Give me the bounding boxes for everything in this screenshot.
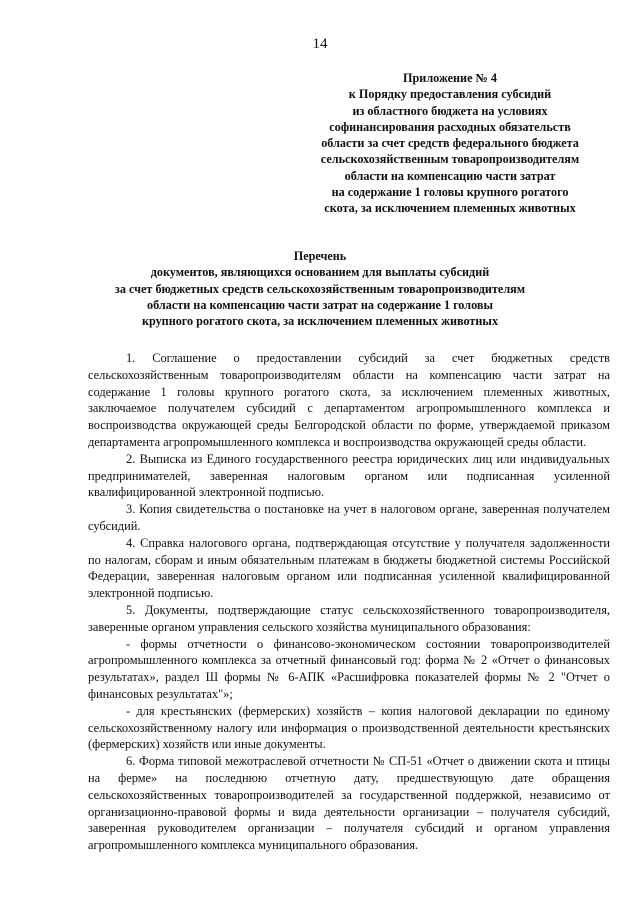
appendix-line: скота, за исключением племенных животных	[324, 201, 576, 216]
title-line: области на компенсацию части затрат на содержание 1 головы	[147, 297, 493, 312]
appendix-header	[300, 70, 600, 217]
appendix-line: сельскохозяйственным товаропроизводителям	[320, 152, 580, 167]
title-line: крупного рогатого скота, за исключением племенных животных	[141, 314, 499, 329]
paragraph-item-2: 2. Выписка из Единого государственного реестра юридических лиц или индивидуальных предпринимателей, заверенная налоговым органом или подписанная усиленной квалифицированной электронной подписью.	[88, 451, 610, 500]
appendix-line: области на компенсацию части затрат	[344, 168, 556, 183]
paragraph-item-4: 4. Справка налогового органа, подтверждающая отсутствие у получателя задолженности по налогам, сборам и иным обязательным платежам в бюджеты бюджетной системы Российской Федерации, заверенная налоговым органом или подписанная усиленной квалифицированной электронной подписью.	[88, 535, 610, 601]
paragraph-item-5: 5. Документы, подтверждающие статус сельскохозяйственного товаропроизводителя, заверенные органом управления сельского хозяйства муниципального образования:	[88, 602, 610, 634]
page-number: 14	[312, 36, 328, 52]
appendix-line: из областного бюджета на условиях	[352, 103, 548, 118]
appendix-line: софинансирования расходных обязательств	[329, 119, 571, 134]
appendix-line: Приложение № 4	[403, 71, 497, 85]
paragraph-item-3: 3. Копия свидетельства о постановке на учет в налоговом органе, заверенная получателем субсидий.	[88, 502, 610, 533]
appendix-line: к Порядку предоставления субсидий	[348, 87, 552, 102]
title-line: Перечень	[293, 249, 347, 263]
paragraph-item-6: 6. Форма типовой межотраслевой отчетности № СП-51 «Отчет о движении скота и птицы на ферме» на последнюю отчетную дату, предшествующую дате обращения сельскохозяйственных товаропроизводителей за государственной поддержкой, независимо от организационно-правовой формы и вида деятельности организации – получателя субсидий, заверенная руководителем организации – получателя субсидий и органом управления агропромышленного комплекса муниципального образования.	[88, 754, 610, 853]
paragraph-subitem-forms: - формы отчетности о финансово-экономическом состоянии товаропроизводителей агропромышленного комплекса за отчетный финансовый год: форма № 2 «Отчет о финансовых результатах», раздел Ш формы № 6-АПК «Расшифровка показателей формы № 2 "Отчет о финансовых результатах"»;	[88, 636, 610, 701]
title-line: за счет бюджетных средств сельскохозяйственным товаропроизводителям	[114, 281, 526, 296]
paragraph-subitem-farms: - для крестьянских (фермерских) хозяйств – копия налоговой декларации по единому сельскохозяйственному налогу или информация о производственной деятельности крестьянских (фермерских) хозяйств или иные документы.	[88, 703, 610, 752]
document-body	[88, 350, 610, 854]
paragraph-item-1: 1. Соглашение о предоставлении субсидий за счет бюджетных средств сельскохозяйственным товаропроизводителям области на компенсацию части затрат на содержание 1 головы крупного рогатого скота, за исключением племенных животных, заключаемое получателем субсидий с департаментом агропромышленного комплекса и воспроизводства окружающей среды Белгородской области по форме, утверждаемой приказом департамента агропромышленного комплекса и воспроизводства окружающей среды области.	[88, 351, 610, 449]
document-title	[90, 248, 550, 329]
appendix-line: на содержание 1 головы крупного рогатого	[331, 185, 569, 200]
title-line: документов, являющихся основанием для выплаты субсидий	[150, 265, 490, 280]
appendix-line: области за счет средств федерального бюджета	[321, 136, 579, 151]
